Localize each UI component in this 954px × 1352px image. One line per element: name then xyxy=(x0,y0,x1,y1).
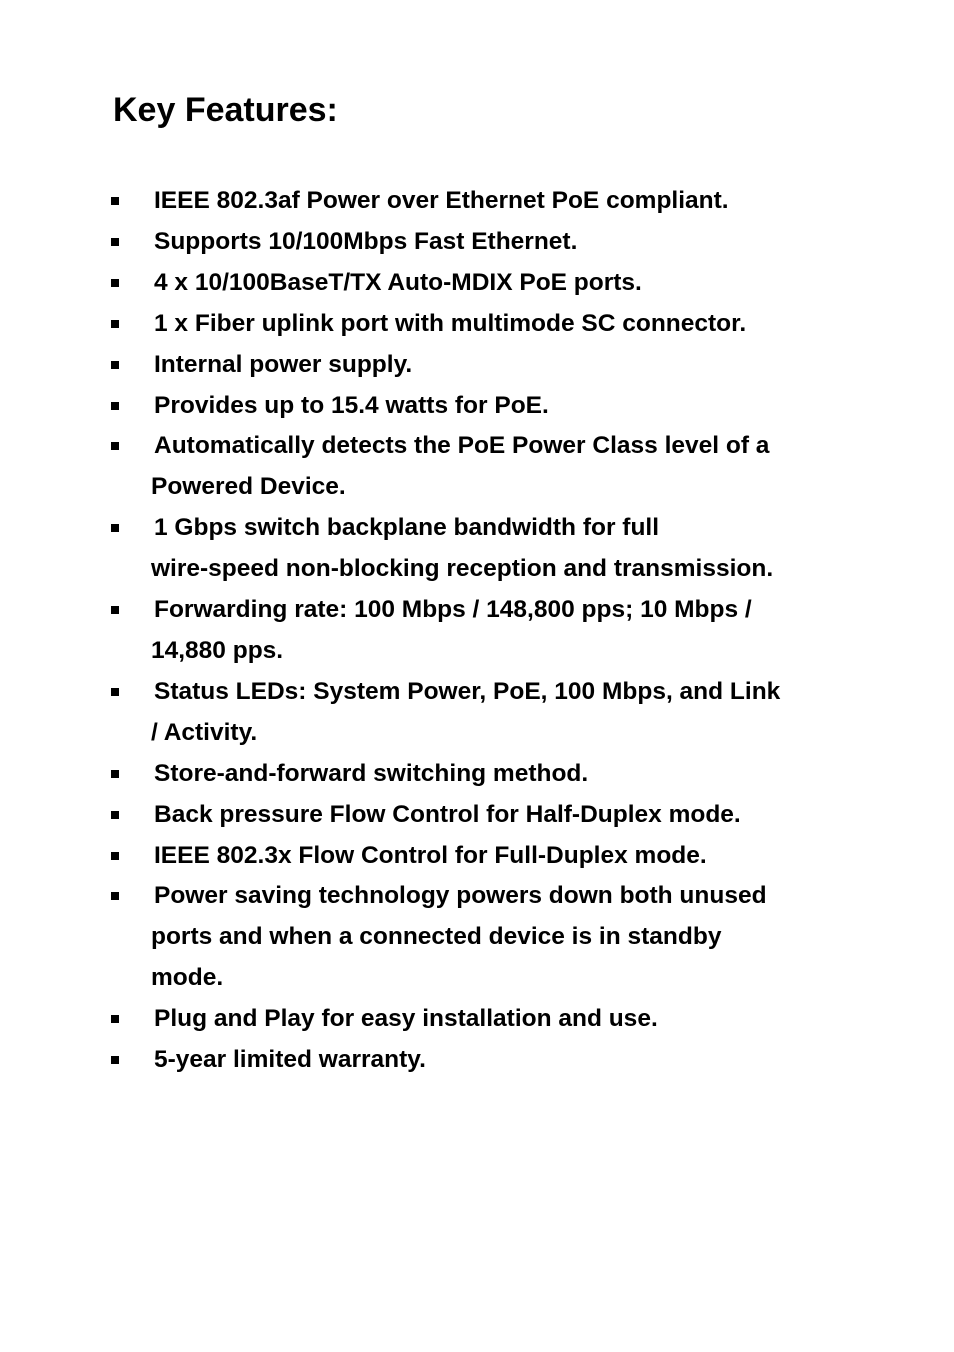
feature-text-line: ports and when a connected device is in standby xyxy=(151,923,722,951)
feature-text-line: Internal power supply. xyxy=(154,350,413,378)
feature-text-line: Automatically detects the PoE Power Class level of a xyxy=(154,432,770,460)
feature-text-line: 4 x 10/100BaseT/TX Auto-MDIX PoE ports. xyxy=(154,268,642,296)
list-item xyxy=(0,304,871,345)
square-bullet-icon xyxy=(111,852,119,860)
list-item xyxy=(0,345,871,386)
feature-list xyxy=(0,181,954,1081)
square-bullet-icon xyxy=(111,811,119,819)
feature-text-line: Plug and Play for easy installation and use. xyxy=(154,1005,658,1033)
feature-text-line: 5-year limited warranty. xyxy=(154,1046,426,1074)
square-bullet-icon xyxy=(111,320,119,328)
list-item xyxy=(0,836,871,877)
list-item xyxy=(0,426,871,508)
feature-text-line: Store-and-forward switching method. xyxy=(154,759,589,787)
list-item xyxy=(0,754,871,795)
square-bullet-icon xyxy=(111,1056,119,1064)
feature-text-line: Back pressure Flow Control for Half-Duplex mode. xyxy=(154,800,741,828)
list-item xyxy=(0,876,871,999)
feature-text-line: Supports 10/100Mbps Fast Ethernet. xyxy=(154,227,578,255)
list-item xyxy=(0,386,871,427)
square-bullet-icon xyxy=(111,361,119,369)
square-bullet-icon xyxy=(111,524,119,532)
feature-text-line: Power saving technology powers down both unused xyxy=(154,882,767,910)
square-bullet-icon xyxy=(111,197,119,205)
feature-text-line: 1 x Fiber uplink port with multimode SC connector. xyxy=(154,309,747,337)
feature-text-line: wire-speed non-blocking reception and transmission. xyxy=(151,555,774,583)
page-title: Key Features: xyxy=(113,91,338,129)
square-bullet-icon xyxy=(111,770,119,778)
list-item xyxy=(0,590,871,672)
square-bullet-icon xyxy=(111,892,119,900)
list-item xyxy=(0,999,871,1040)
feature-text-line: IEEE 802.3x Flow Control for Full-Duplex mode. xyxy=(154,841,707,869)
square-bullet-icon xyxy=(111,1015,119,1023)
square-bullet-icon xyxy=(111,238,119,246)
list-item xyxy=(0,508,871,590)
list-item xyxy=(0,181,871,222)
list-item xyxy=(0,795,871,836)
feature-text-line: Forwarding rate: 100 Mbps / 148,800 pps; 10 Mbps / xyxy=(154,596,752,624)
feature-text-line: / Activity. xyxy=(151,718,258,746)
square-bullet-icon xyxy=(111,402,119,410)
feature-text-line: Provides up to 15.4 watts for PoE. xyxy=(154,391,549,419)
list-item xyxy=(0,1040,871,1081)
square-bullet-icon xyxy=(111,442,119,450)
feature-text-line: Powered Device. xyxy=(151,473,346,501)
square-bullet-icon xyxy=(111,688,119,696)
feature-text-line: Status LEDs: System Power, PoE, 100 Mbps, and Link xyxy=(154,677,781,705)
list-item xyxy=(0,672,871,754)
list-item xyxy=(0,263,871,304)
square-bullet-icon xyxy=(111,279,119,287)
list-item xyxy=(0,222,871,263)
feature-text-line: 1 Gbps switch backplane bandwidth for full xyxy=(154,514,660,542)
square-bullet-icon xyxy=(111,606,119,614)
feature-text-line: IEEE 802.3af Power over Ethernet PoE compliant. xyxy=(154,187,729,214)
feature-text-line: 14,880 pps. xyxy=(151,636,284,664)
feature-text-line: mode. xyxy=(151,964,224,992)
